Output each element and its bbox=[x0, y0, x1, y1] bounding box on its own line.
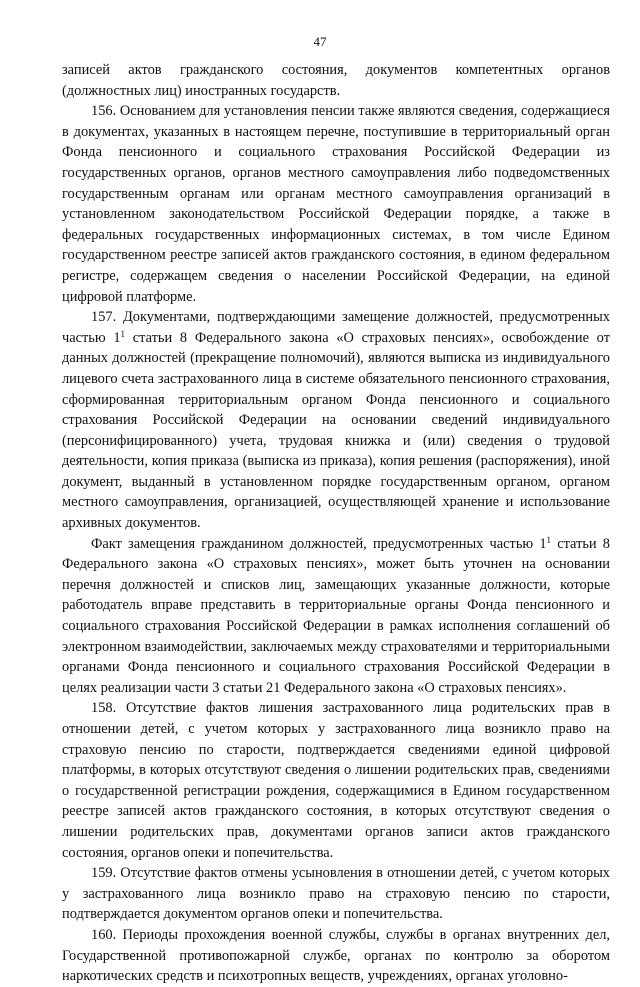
paragraph-157 bbox=[62, 307, 610, 534]
paragraph-text: Факт замещения гражданином должностей, предусмотренных частью 1 bbox=[91, 535, 547, 552]
document-body bbox=[62, 60, 610, 987]
superscript: 1 bbox=[546, 534, 552, 545]
paragraph-157-fact bbox=[62, 534, 610, 699]
paragraph-text: 158. Отсутствие фактов лишения застрахованного лица родительских прав в отношении детей, с учетом которых у застрахованного лица возникло право на страховую пенсию по старости, подтверждается сведениями единой цифровой платформы, в которых отсутствуют сведения о лишении родительских прав, сведениями о государственной регистрации рождения, содержащимися в Едином государственном реестре записей актов гражданского состояния, в которых отсутствуют сведения о лишении родительских прав, документами органов записи актов гражданского состояния, органов опеки и попечительства. bbox=[62, 700, 610, 861]
paragraph-text: 156. Основанием для установления пенсии также являются сведения, содержащиеся в документах, указанных в настоящем перечне, поступившие в территориальный орган Фонда пенсионного и социального страхования Российской Федерации из государственных органов, органов местного самоуправления либо подведомственных государственным органам или органам местного самоуправления организаций в установленном законодательством Российской Федерации порядке, а также в федеральных государственных информационных системах, в том числе Едином государственном реестре записей актов гражданского состояния, в едином федеральном регистре, содержащем сведения о населении Российской Федерации, на единой цифровой платформе. bbox=[62, 103, 610, 305]
paragraph-text: 157. Документами, подтверждающими замещение должностей, предусмотренных частью 1 bbox=[62, 309, 610, 346]
paragraph-text: 159. Отсутствие фактов отмены усыновления в отношении детей, с учетом которых у застрахованного лица возникло право на страховую пенсию по старости, подтверждается документом органов опеки и попечительства. bbox=[62, 865, 610, 923]
paragraph-158 bbox=[62, 698, 610, 863]
paragraph-159 bbox=[62, 863, 610, 925]
paragraph-text: статьи 8 Федерального закона «О страховых пенсиях», может быть уточнен на основании перечня должностей и списков лиц, замещающих указанные должности, которые работодатель вправе представить в территориальные органы Фонда пенсионного и социального страхования Российской Федерации в рамках исполнения соглашений об электронном взаимодействии, заключаемых между страхователями и территориальными органами Фонда пенсионного и социального страхования Российской Федерации в целях реализации части 3 статьи 21 Федерального закона «О страховых пенсиях». bbox=[62, 535, 610, 696]
paragraph-156 bbox=[62, 101, 610, 307]
paragraph-text: записей актов гражданского состояния, документов компетентных органов (должностных лиц) иностранных государств. bbox=[62, 62, 610, 99]
paragraph-text: 160. Периоды прохождения военной службы, службы в органах внутренних дел, Государственной противопожарной службе, органах по контролю за оборотом наркотических средств и психотропных веществ, учреждениях, органах уголовно- bbox=[62, 926, 610, 985]
paragraph-text: статьи 8 Федерального закона «О страховых пенсиях», освобождение от данных должностей (прекращение полномочий), являются выписка из индивидуального лицевого счета застрахованного лица в системе обязательного пенсионного страхования, сформированная территориальным органом Фонда пенсионного и социального страхования Российской Федерации на основании сведений индивидуального (персонифицированного) учета, трудовая книжка и (или) сведения о трудовой деятельности, копия приказа (выписка из приказа), копия решения (распоряжения), иной документ, выданный в установленном порядке государственным органом, органом местного самоуправления, организацией, осуществляющей хранение и использование архивных документов. bbox=[62, 329, 610, 532]
page-number: 47 bbox=[313, 34, 327, 49]
superscript: 1 bbox=[120, 328, 126, 339]
paragraph-160 bbox=[62, 925, 610, 987]
paragraph-continuation bbox=[62, 60, 610, 101]
